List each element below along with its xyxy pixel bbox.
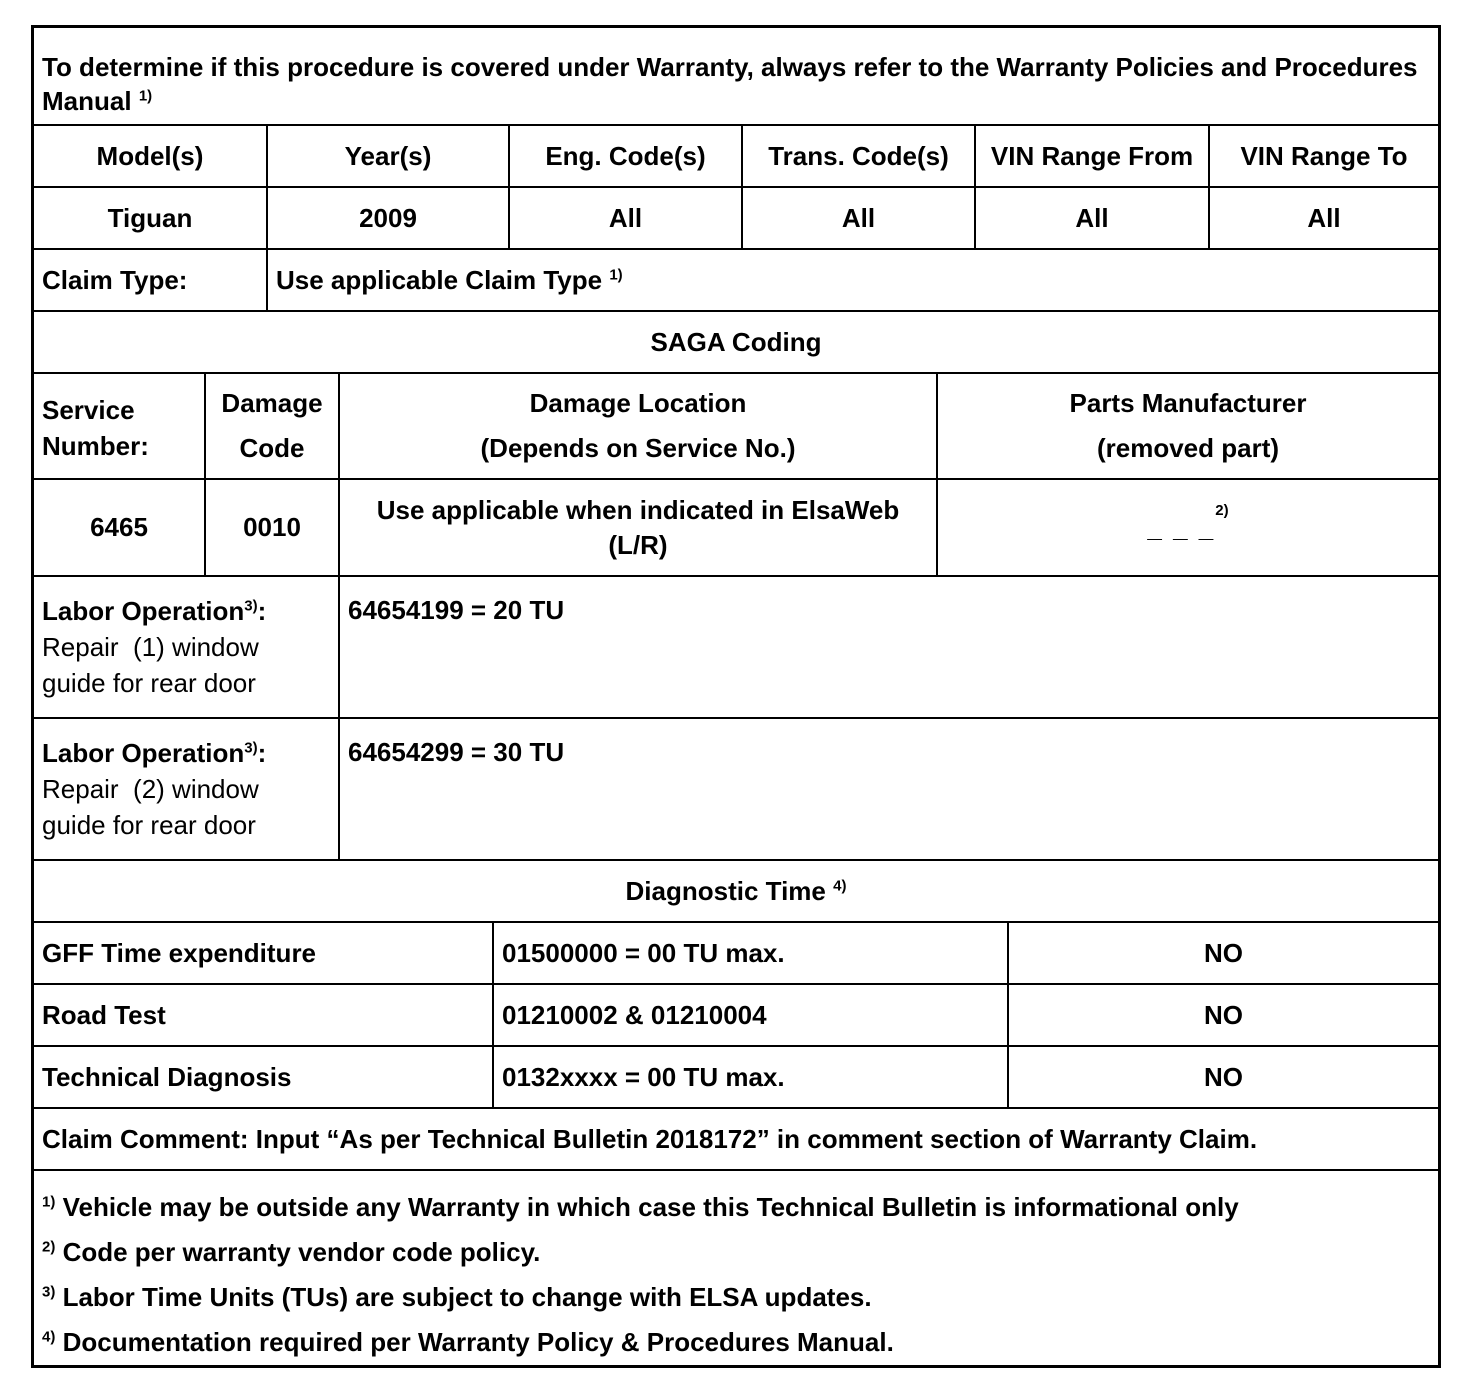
saga-header-row [34, 374, 1438, 480]
damage-code-header [206, 374, 340, 478]
diagnostic-value: NO [1204, 999, 1243, 1030]
footnote-1 [34, 1185, 1438, 1230]
trans-code-value: All [743, 188, 976, 248]
warranty-note [34, 28, 1438, 124]
vehicle-value-row [34, 188, 1438, 250]
damage-location-header-line1: Damage Location [529, 388, 747, 418]
claim-type-row [34, 250, 1438, 312]
model-value: Tiguan [34, 188, 268, 248]
claim-type-label: Claim Type: [34, 250, 268, 310]
footnote-text: Vehicle may be outside any Warranty in which case this Technical Bulletin is informational only [62, 1192, 1239, 1222]
labor-operation-code: 64654199 = 20 TU [348, 595, 565, 625]
parts-manufacturer-header-line2: (removed part) [1096, 433, 1280, 463]
vin-from-value: All [976, 188, 1210, 248]
labor-operation-desc-line1: Repair (1) window [42, 632, 259, 662]
diagnostic-row [34, 1047, 1438, 1109]
footnote-3 [34, 1275, 1438, 1320]
footnote-mark: 2) [42, 1238, 56, 1256]
labor-operation-desc-line2: guide for rear door [42, 810, 256, 840]
labor-operation-label-cell [34, 577, 340, 717]
parts-manufacturer-value [938, 480, 1438, 575]
warranty-note-text: To determine if this procedure is covered under Warranty, always refer to the Warranty Policies and Procedures Manual [42, 52, 1418, 116]
claim-comment-row [34, 1109, 1438, 1171]
parts-manufacturer-header-line1: Parts Manufacturer [1069, 388, 1307, 418]
footnote-2 [34, 1230, 1438, 1275]
footnote-ref: 1) [138, 87, 153, 105]
labor-operation-label: Labor Operation [42, 596, 245, 626]
damage-code-value: 0010 [206, 480, 340, 575]
damage-location-value [340, 480, 938, 575]
parts-manufacturer-dashes: _ _ _ [1147, 513, 1216, 543]
diagnostic-time-text: Diagnostic Time [625, 875, 826, 906]
diagnostic-label: Technical Diagnosis [34, 1047, 494, 1107]
labor-operation-desc-line1: Repair (2) window [42, 774, 259, 804]
diagnostic-code: 01500000 = 00 TU max. [494, 923, 1009, 983]
footnote-mark: 4) [42, 1328, 56, 1346]
labor-operation-code: 64654299 = 30 TU [348, 737, 565, 767]
col-header-vin-to: VIN Range To [1240, 140, 1408, 171]
col-header-trans-codes: Trans. Code(s) [743, 126, 976, 186]
footnote-text: Code per warranty vendor code policy. [62, 1237, 541, 1267]
labor-operation-label: Labor Operation [42, 738, 245, 768]
warranty-note-row [34, 28, 1438, 126]
footnote-ref: 1) [609, 265, 623, 283]
labor-operation-colon: : [257, 738, 267, 768]
damage-location-line1: Use applicable when indicated in ElsaWeb [376, 494, 900, 525]
damage-location-header-line2: (Depends on Service No.) [480, 433, 796, 463]
damage-code-header-line1: Damage [221, 388, 323, 418]
diagnostic-row [34, 985, 1438, 1047]
diagnostic-code: 0132xxxx = 00 TU max. [494, 1047, 1009, 1107]
claim-type-value [268, 250, 1438, 310]
footnote-ref: 4) [833, 876, 847, 894]
diagnostic-code: 01210002 & 01210004 [494, 985, 1009, 1045]
parts-manufacturer-header [938, 374, 1438, 478]
vehicle-header-row [34, 126, 1438, 188]
footnote-text: Labor Time Units (TUs) are subject to change with ELSA updates. [62, 1282, 872, 1312]
saga-value-row [34, 480, 1438, 577]
year-value: 2009 [268, 188, 510, 248]
col-header-vin-from: VIN Range From [976, 126, 1210, 186]
labor-operation-colon: : [257, 596, 267, 626]
footnotes [34, 1171, 1438, 1365]
diagnostic-time-title [34, 861, 1438, 921]
service-number-header: Service Number: [34, 374, 206, 478]
footnote-ref: 3) [244, 597, 258, 615]
footnote-mark: 1) [42, 1193, 56, 1211]
col-header-years: Year(s) [268, 126, 510, 186]
col-header-eng-codes: Eng. Code(s) [510, 126, 743, 186]
saga-title-row [34, 312, 1438, 374]
diagnostic-value: NO [1204, 937, 1243, 968]
footnote-mark: 3) [42, 1283, 56, 1301]
footnote-text: Documentation required per Warranty Policy & Procedures Manual. [62, 1327, 894, 1357]
diagnostic-title-row [34, 861, 1438, 923]
vin-to-value: All [1307, 202, 1341, 233]
service-number-value: 6465 [34, 480, 206, 575]
diagnostic-label: Road Test [34, 985, 494, 1045]
damage-location-header [340, 374, 938, 478]
labor-operation-label-cell [34, 719, 340, 859]
footnote-ref: 3) [244, 739, 258, 757]
col-header-models: Model(s) [34, 126, 268, 186]
diagnostic-label: GFF Time expenditure [34, 923, 494, 983]
eng-code-value: All [510, 188, 743, 248]
damage-code-header-line2: Code [239, 433, 305, 463]
labor-operation-row [34, 719, 1438, 861]
footnote-ref: 2) [1215, 502, 1229, 519]
warranty-coding-table [31, 25, 1441, 1368]
claim-type-text: Use applicable Claim Type [276, 264, 603, 295]
labor-operation-row [34, 577, 1438, 719]
damage-location-line2: (L/R) [608, 529, 668, 560]
diagnostic-row [34, 923, 1438, 985]
footnote-4 [34, 1320, 1438, 1365]
labor-operation-desc-line2: guide for rear door [42, 668, 256, 698]
claim-comment: Claim Comment: Input “As per Technical Bulletin 2018172” in comment section of Warranty Claim. [42, 1123, 1258, 1154]
saga-coding-title: SAGA Coding [650, 326, 822, 357]
diagnostic-value: NO [1204, 1061, 1243, 1092]
